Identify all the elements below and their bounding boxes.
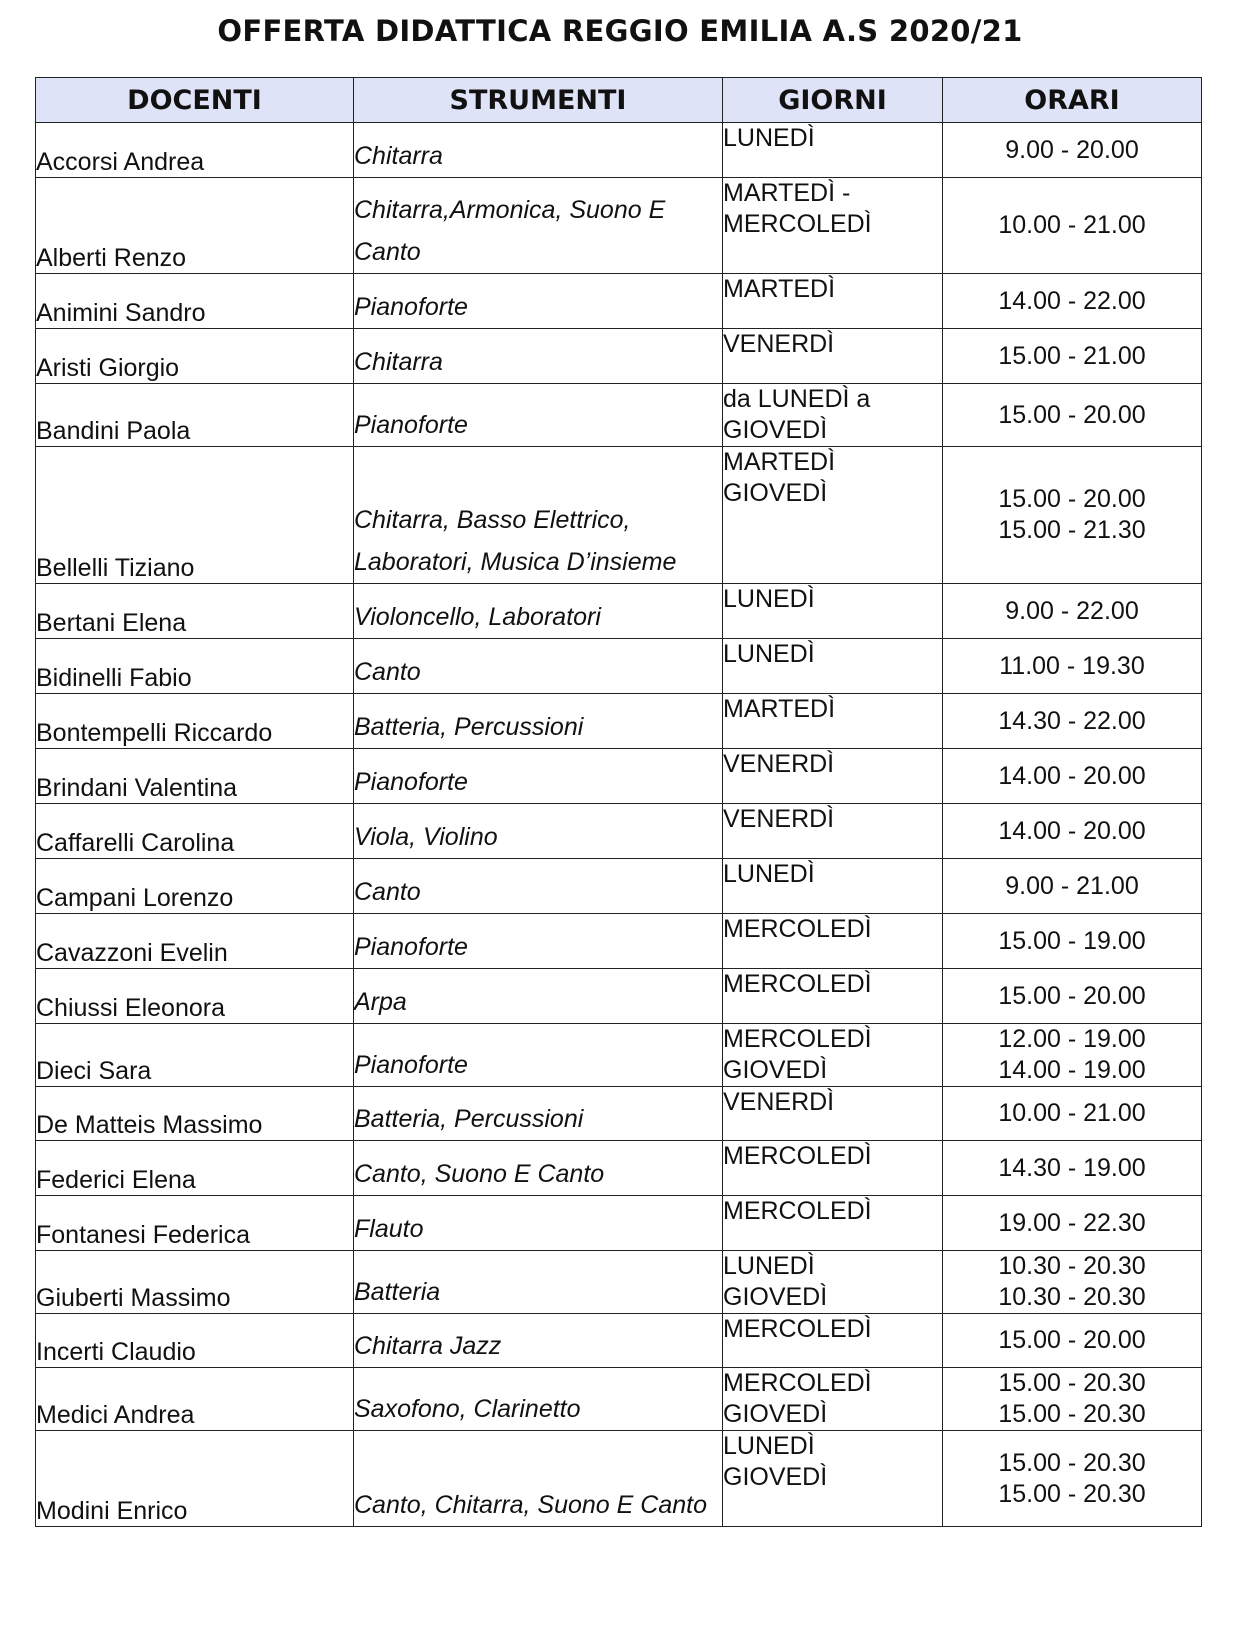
cell-giorni: VENERDÌ	[723, 749, 943, 804]
cell-giorni: VENERDÌ	[723, 804, 943, 859]
cell-strumenti: Batteria	[354, 1251, 723, 1314]
table-row	[36, 123, 1202, 178]
cell-strumenti: Chitarra,Armonica, Suono E Canto	[354, 178, 723, 274]
cell-giorni: MERCOLEDÌ GIOVEDÌ	[723, 1024, 943, 1087]
cell-giorni: LUNEDÌ	[723, 123, 943, 178]
cell-docente: Campani Lorenzo	[36, 859, 354, 914]
cell-giorni: LUNEDÌ GIOVEDÌ	[723, 1251, 943, 1314]
table-row	[36, 1314, 1202, 1368]
page-title: OFFERTA DIDATTICA REGGIO EMILIA A.S 2020/21	[217, 14, 1023, 48]
cell-docente: Dieci Sara	[36, 1024, 354, 1087]
table-row	[36, 584, 1202, 639]
cell-strumenti: Pianoforte	[354, 384, 723, 447]
cell-docente: Bandini Paola	[36, 384, 354, 447]
cell-docente: Fontanesi Federica	[36, 1196, 354, 1251]
header-strumenti: STRUMENTI	[354, 78, 723, 123]
table-row	[36, 1087, 1202, 1141]
cell-orari: 19.00 - 22.30	[943, 1196, 1202, 1251]
table-row	[36, 749, 1202, 804]
cell-orari: 14.30 - 19.00	[943, 1141, 1202, 1196]
cell-docente: Bontempelli Riccardo	[36, 694, 354, 749]
cell-docente: Incerti Claudio	[36, 1314, 354, 1368]
table-row	[36, 639, 1202, 694]
cell-strumenti: Viola, Violino	[354, 804, 723, 859]
cell-docente: Aristi Giorgio	[36, 329, 354, 384]
cell-orari: 10.30 - 20.30 10.30 - 20.30	[943, 1251, 1202, 1314]
cell-giorni: da LUNEDÌ a GIOVEDÌ	[723, 384, 943, 447]
cell-giorni: LUNEDÌ	[723, 639, 943, 694]
cell-strumenti: Canto	[354, 859, 723, 914]
cell-giorni: MARTEDÌ GIOVEDÌ	[723, 447, 943, 584]
table-row	[36, 1368, 1202, 1431]
cell-giorni: MARTEDÌ	[723, 274, 943, 329]
cell-giorni: LUNEDÌ GIOVEDÌ	[723, 1431, 943, 1527]
cell-orari: 15.00 - 20.00	[943, 969, 1202, 1024]
cell-giorni: MARTEDÌ - MERCOLEDÌ	[723, 178, 943, 274]
cell-strumenti: Saxofono, Clarinetto	[354, 1368, 723, 1431]
cell-strumenti: Violoncello, Laboratori	[354, 584, 723, 639]
table-row	[36, 274, 1202, 329]
cell-giorni: MERCOLEDÌ	[723, 1314, 943, 1368]
table-row	[36, 969, 1202, 1024]
cell-docente: Medici Andrea	[36, 1368, 354, 1431]
cell-orari: 14.00 - 22.00	[943, 274, 1202, 329]
table-row	[36, 804, 1202, 859]
cell-strumenti: Canto	[354, 639, 723, 694]
table-row	[36, 329, 1202, 384]
cell-giorni: VENERDÌ	[723, 1087, 943, 1141]
table-row	[36, 694, 1202, 749]
cell-strumenti: Canto, Chitarra, Suono E Canto	[354, 1431, 723, 1527]
cell-strumenti: Chitarra	[354, 329, 723, 384]
cell-docente: Caffarelli Carolina	[36, 804, 354, 859]
header-orari: ORARI	[943, 78, 1202, 123]
cell-docente: Animini Sandro	[36, 274, 354, 329]
cell-orari: 15.00 - 19.00	[943, 914, 1202, 969]
cell-orari: 14.00 - 20.00	[943, 804, 1202, 859]
cell-strumenti: Chitarra, Basso Elettrico, Laboratori, Musica D’insieme	[354, 447, 723, 584]
cell-strumenti: Chitarra Jazz	[354, 1314, 723, 1368]
table-row	[36, 1196, 1202, 1251]
cell-orari: 15.00 - 20.00 15.00 - 21.30	[943, 447, 1202, 584]
cell-giorni: MARTEDÌ	[723, 694, 943, 749]
cell-docente: Bidinelli Fabio	[36, 639, 354, 694]
cell-orari: 9.00 - 22.00	[943, 584, 1202, 639]
cell-orari: 15.00 - 20.00	[943, 1314, 1202, 1368]
table-header-row	[36, 78, 1202, 123]
cell-docente: Giuberti Massimo	[36, 1251, 354, 1314]
cell-orari: 15.00 - 20.30 15.00 - 20.30	[943, 1368, 1202, 1431]
cell-giorni: MERCOLEDÌ GIOVEDÌ	[723, 1368, 943, 1431]
table-row	[36, 1141, 1202, 1196]
cell-docente: Federici Elena	[36, 1141, 354, 1196]
cell-strumenti: Pianoforte	[354, 274, 723, 329]
cell-giorni: VENERDÌ	[723, 329, 943, 384]
table-row	[36, 859, 1202, 914]
cell-orari: 12.00 - 19.00 14.00 - 19.00	[943, 1024, 1202, 1087]
cell-giorni: MERCOLEDÌ	[723, 1141, 943, 1196]
cell-giorni: MERCOLEDÌ	[723, 969, 943, 1024]
cell-strumenti: Pianoforte	[354, 1024, 723, 1087]
cell-orari: 15.00 - 20.00	[943, 384, 1202, 447]
table-row	[36, 1024, 1202, 1087]
cell-orari: 14.00 - 20.00	[943, 749, 1202, 804]
cell-docente: Modini Enrico	[36, 1431, 354, 1527]
table-row	[36, 1251, 1202, 1314]
table-row	[36, 1431, 1202, 1527]
cell-strumenti: Batteria, Percussioni	[354, 1087, 723, 1141]
cell-docente: Cavazzoni Evelin	[36, 914, 354, 969]
cell-orari: 14.30 - 22.00	[943, 694, 1202, 749]
cell-docente: Chiussi Eleonora	[36, 969, 354, 1024]
table-row	[36, 914, 1202, 969]
cell-docente: Accorsi Andrea	[36, 123, 354, 178]
cell-orari: 9.00 - 20.00	[943, 123, 1202, 178]
header-giorni: GIORNI	[723, 78, 943, 123]
cell-strumenti: Batteria, Percussioni	[354, 694, 723, 749]
schedule-table	[35, 77, 1202, 1527]
cell-docente: Bellelli Tiziano	[36, 447, 354, 584]
cell-strumenti: Canto, Suono E Canto	[354, 1141, 723, 1196]
cell-giorni: MERCOLEDÌ	[723, 914, 943, 969]
cell-orari: 10.00 - 21.00	[943, 178, 1202, 274]
cell-orari: 9.00 - 21.00	[943, 859, 1202, 914]
cell-docente: Alberti Renzo	[36, 178, 354, 274]
cell-strumenti: Flauto	[354, 1196, 723, 1251]
cell-docente: Brindani Valentina	[36, 749, 354, 804]
cell-orari: 15.00 - 21.00	[943, 329, 1202, 384]
cell-docente: De Matteis Massimo	[36, 1087, 354, 1141]
cell-strumenti: Arpa	[354, 969, 723, 1024]
cell-orari: 10.00 - 21.00	[943, 1087, 1202, 1141]
cell-docente: Bertani Elena	[36, 584, 354, 639]
cell-orari: 11.00 - 19.30	[943, 639, 1202, 694]
cell-orari: 15.00 - 20.30 15.00 - 20.30	[943, 1431, 1202, 1527]
header-docenti: DOCENTI	[36, 78, 354, 123]
cell-giorni: LUNEDÌ	[723, 584, 943, 639]
cell-strumenti: Chitarra	[354, 123, 723, 178]
cell-strumenti: Pianoforte	[354, 749, 723, 804]
cell-strumenti: Pianoforte	[354, 914, 723, 969]
cell-giorni: MERCOLEDÌ	[723, 1196, 943, 1251]
table-row	[36, 447, 1202, 584]
table-row	[36, 178, 1202, 274]
cell-giorni: LUNEDÌ	[723, 859, 943, 914]
table-row	[36, 384, 1202, 447]
